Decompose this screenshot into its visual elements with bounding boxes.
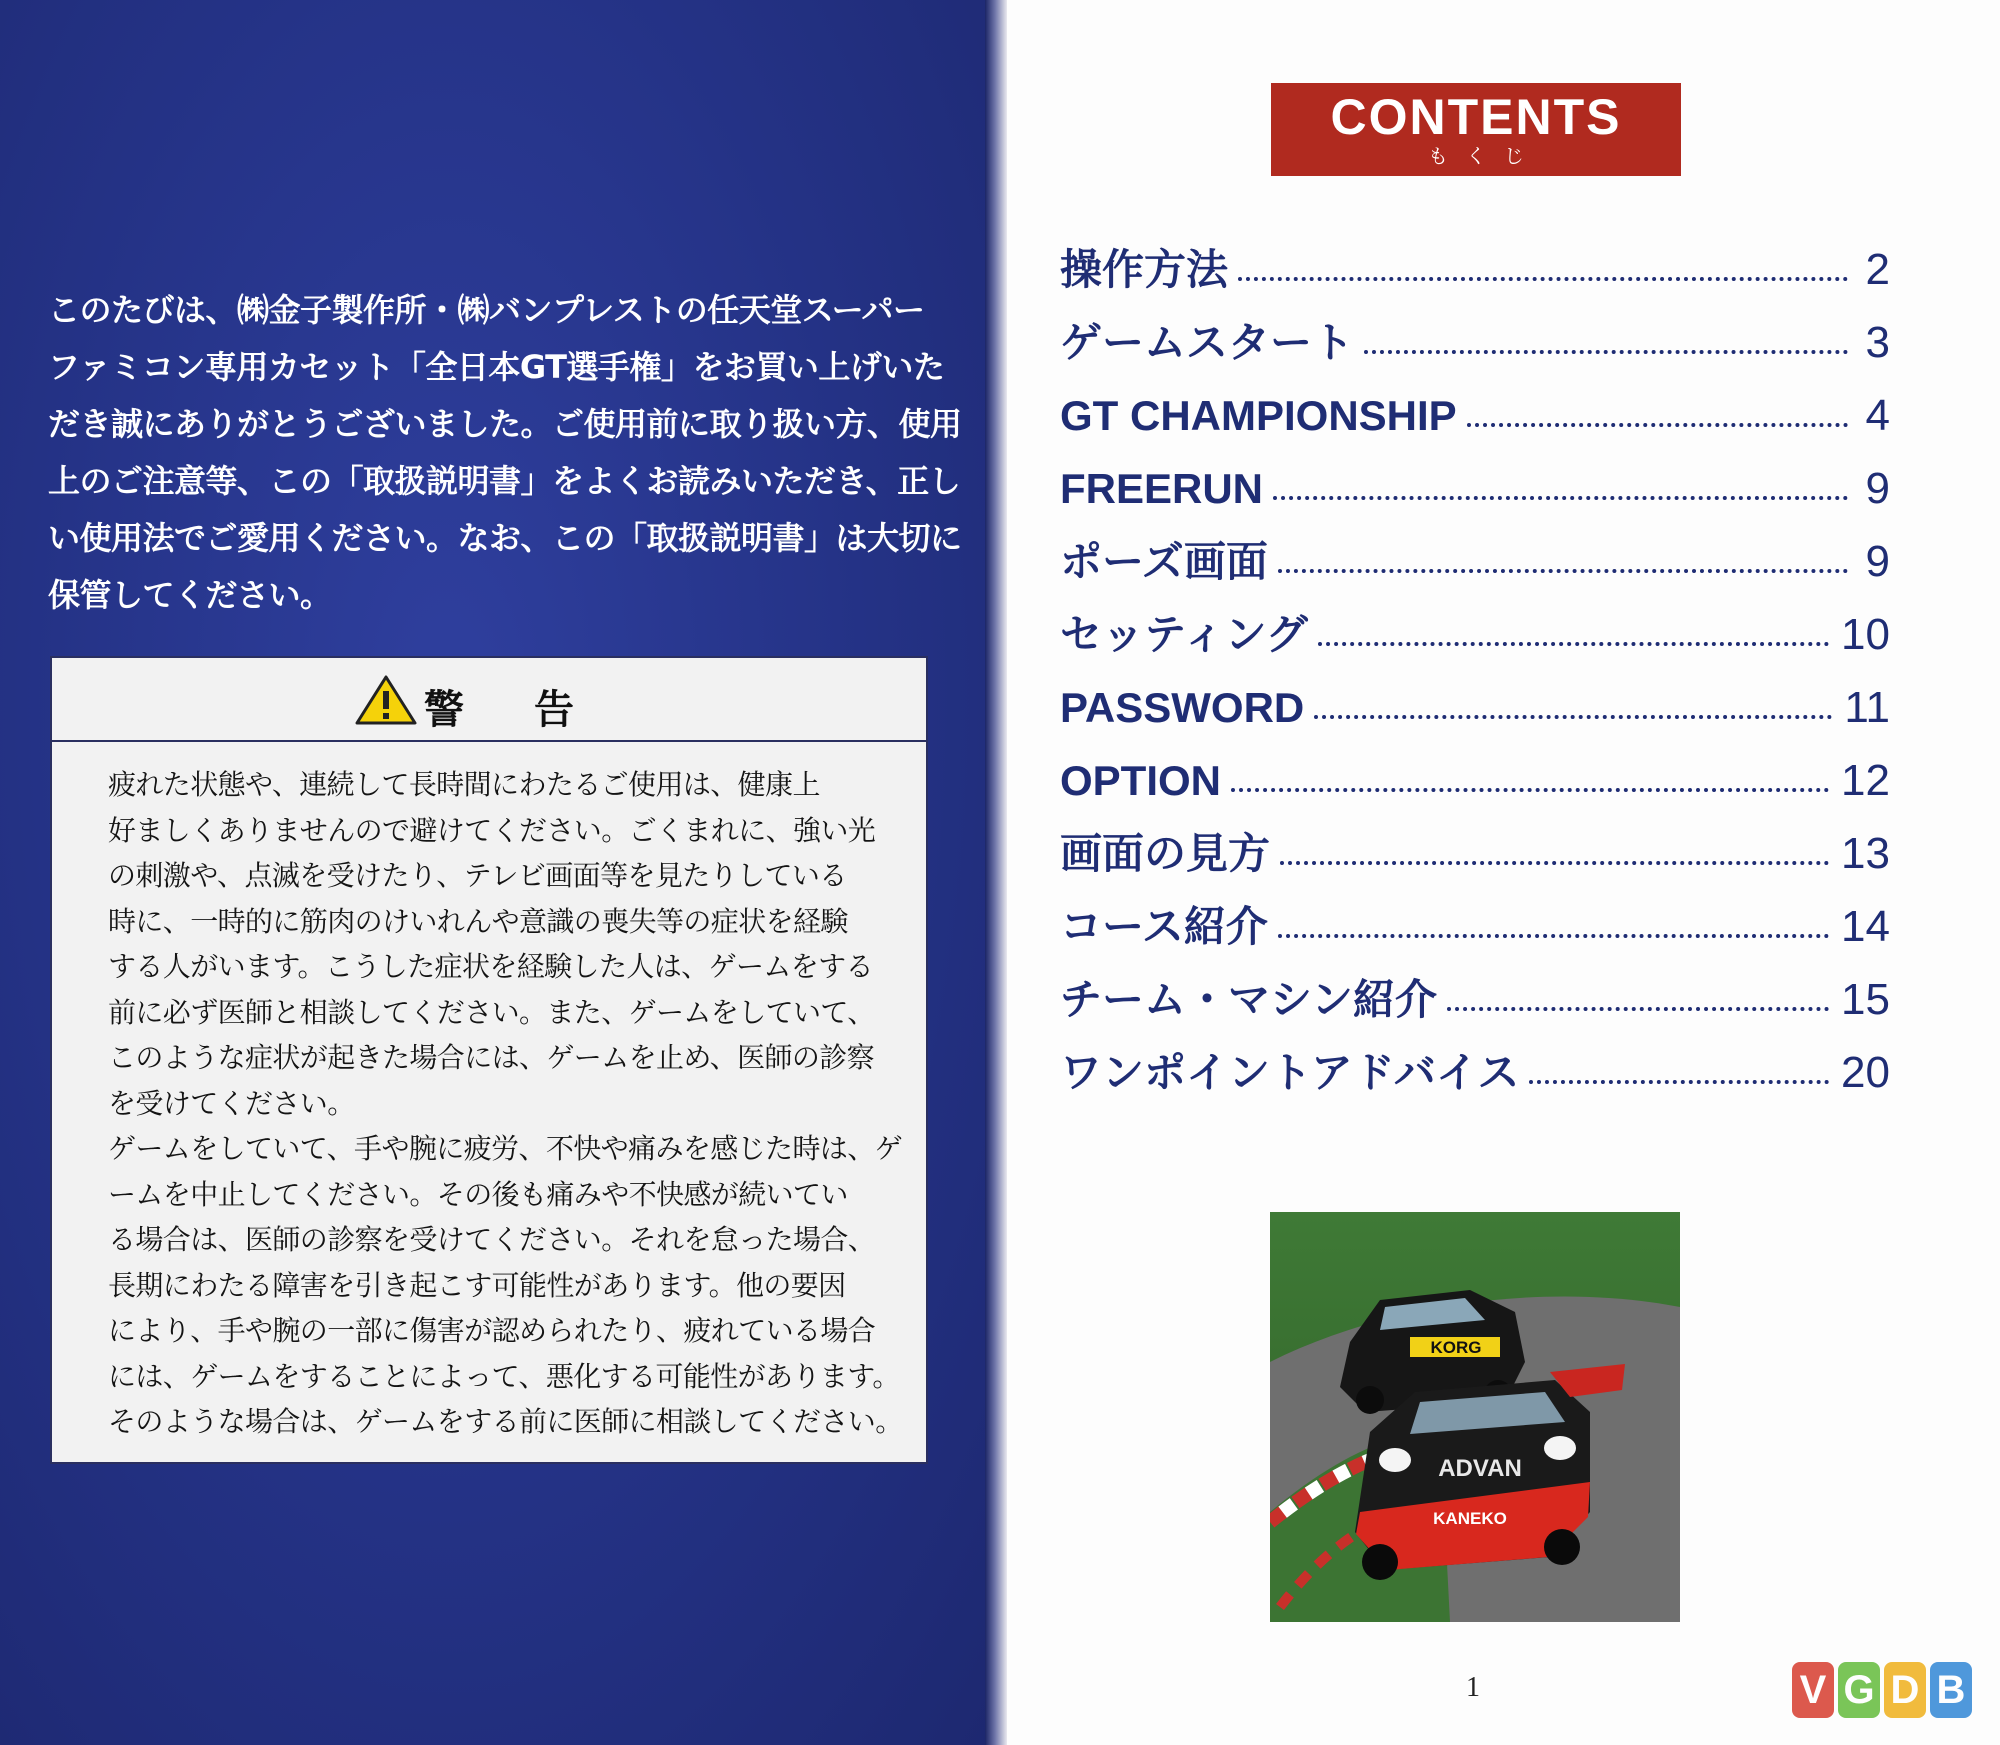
vgdb-watermark <box>1792 1662 1972 1718</box>
toc-page: 20 <box>1841 1048 1890 1097</box>
toc-page: 4 <box>1865 391 1890 440</box>
toc-item[interactable] <box>1060 879 1890 952</box>
toc-leader <box>1318 642 1829 646</box>
toc-item[interactable] <box>1060 222 1890 295</box>
warning-line: 好ましくありませんので避けてください。ごくまれに、強い光 <box>108 813 876 847</box>
warning-line: の刺激や、点滅を受けたり、テレビ画面等を見たりしている <box>108 859 847 892</box>
toc-item[interactable] <box>1060 295 1890 368</box>
toc-item[interactable] <box>1060 1025 1890 1098</box>
warning-line: 長期にわたる障害を引き起こす可能性があります。他の要因 <box>108 1268 846 1302</box>
warning-box <box>50 656 928 1464</box>
toc-label: セッティング <box>1060 611 1308 658</box>
toc-label: FREERUN <box>1060 465 1264 512</box>
toc-label: コース紹介 <box>1060 903 1268 950</box>
warning-title: 警告 <box>424 686 644 733</box>
toc-page: 11 <box>1844 683 1890 732</box>
toc-label: 操作方法 <box>1060 246 1229 293</box>
toc-item[interactable] <box>1060 660 1890 733</box>
toc-label: ゲームスタート <box>1060 319 1355 366</box>
table-of-contents <box>1060 222 1890 1098</box>
race-car-photo <box>1270 1212 1680 1622</box>
toc-leader <box>1447 1007 1829 1011</box>
toc-page: 13 <box>1841 829 1890 878</box>
warning-line: 前に必ず医師と相談してください。また、ゲームをしていて、 <box>108 995 875 1029</box>
warning-line: ゲームをしていて、手や腕に疲労、不快や痛みを感じた時は、ゲ <box>108 1132 903 1165</box>
toc-item[interactable] <box>1060 733 1890 806</box>
warning-line: そのような場合は、ゲームをする前に医師に相談してください。 <box>108 1405 903 1438</box>
warning-line: する人がいます。こうした症状を経験した人は、ゲームをする <box>108 950 873 983</box>
toc-leader <box>1364 350 1848 354</box>
toc-page: 10 <box>1841 610 1890 659</box>
intro-line: だき誠にありがとうございました。ご使用前に取り扱い方、使用 <box>48 405 962 443</box>
toc-leader <box>1314 715 1832 719</box>
warning-body <box>108 762 908 1445</box>
toc-item[interactable] <box>1060 952 1890 1025</box>
toc-page: 15 <box>1841 975 1890 1024</box>
intro-line: 保管してください。 <box>48 576 332 614</box>
vgdb-letter: V <box>1792 1662 1834 1718</box>
warning-line: 時に、一時的に筋肉のけいれんや意識の喪失等の症状を経験 <box>108 904 848 938</box>
toc-item[interactable] <box>1060 441 1890 514</box>
toc-item[interactable] <box>1060 587 1890 660</box>
toc-label: PASSWORD <box>1060 684 1305 731</box>
vgdb-letter: G <box>1838 1662 1880 1718</box>
toc-leader <box>1273 496 1848 500</box>
intro-line: このたびは、㈱金子製作所・㈱バンプレストの任天堂スーパー <box>48 291 925 329</box>
vgdb-letter: B <box>1930 1662 1972 1718</box>
kaneko-logo-text: KANEKO <box>1433 1509 1507 1528</box>
toc-leader <box>1467 423 1848 427</box>
toc-label: OPTION <box>1060 757 1222 804</box>
warning-line: を受けてください。 <box>108 1086 355 1120</box>
warning-triangle-icon <box>354 674 418 726</box>
toc-page: 9 <box>1865 464 1890 513</box>
toc-label: GT CHAMPIONSHIP <box>1060 392 1457 439</box>
toc-leader <box>1238 277 1848 281</box>
warning-line: このような症状が起きた場合には、ゲームを止め、医師の診察 <box>108 1041 875 1074</box>
toc-label: ワンポイントアドバイス <box>1060 1049 1520 1096</box>
warning-header <box>52 658 926 742</box>
toc-leader <box>1280 861 1829 865</box>
toc-label: ポーズ画面 <box>1060 538 1268 585</box>
toc-page: 9 <box>1865 537 1890 586</box>
warning-line: る場合は、医師の診察を受けてください。それを怠った場合、 <box>108 1223 876 1256</box>
intro-line: い使用法でご愛用ください。なお、この「取扱説明書」は大切に <box>48 519 962 557</box>
vgdb-letter: D <box>1884 1662 1926 1718</box>
warning-line: により、手や腕の一部に傷害が認められたり、疲れている場合 <box>108 1314 876 1347</box>
race-car-illustration <box>1270 1212 1680 1622</box>
intro-text <box>48 282 962 624</box>
page-number: 1 <box>1466 1672 1480 1703</box>
toc-leader <box>1529 1080 1829 1084</box>
toc-item[interactable] <box>1060 806 1890 879</box>
contents-subtitle: もくじ <box>1428 144 1542 168</box>
toc-item[interactable] <box>1060 514 1890 587</box>
intro-line: ファミコン専用カセット「全日本GT選手権」をお買い上げいた <box>48 348 945 386</box>
toc-leader <box>1278 569 1848 573</box>
contents-title: CONTENTS <box>1330 89 1622 145</box>
toc-page: 12 <box>1841 756 1890 805</box>
toc-page: 3 <box>1865 318 1890 367</box>
toc-leader <box>1231 788 1829 792</box>
korg-sponsor-text: KORG <box>1430 1338 1482 1357</box>
toc-item[interactable] <box>1060 368 1890 441</box>
toc-page: 2 <box>1865 245 1890 294</box>
toc-page: 14 <box>1841 902 1890 951</box>
toc-leader <box>1278 934 1829 938</box>
left-page <box>0 0 995 1745</box>
warning-line: には、ゲームをすることによって、悪化する可能性があります。 <box>108 1359 900 1393</box>
intro-line: 上のご注意等、この「取扱説明書」をよくお読みいただき、正し <box>48 462 961 500</box>
page-gutter <box>985 0 1007 1745</box>
advan-sponsor-text: ADVAN <box>1438 1455 1522 1482</box>
toc-label: 画面の見方 <box>1060 830 1271 877</box>
toc-label: チーム・マシン紹介 <box>1060 976 1437 1023</box>
warning-line: 疲れた状態や、連続して長時間にわたるご使用は、健康上 <box>108 768 820 801</box>
contents-banner <box>1271 83 1681 176</box>
warning-line: ームを中止してください。その後も痛みや不快感が続いてい <box>108 1177 848 1211</box>
